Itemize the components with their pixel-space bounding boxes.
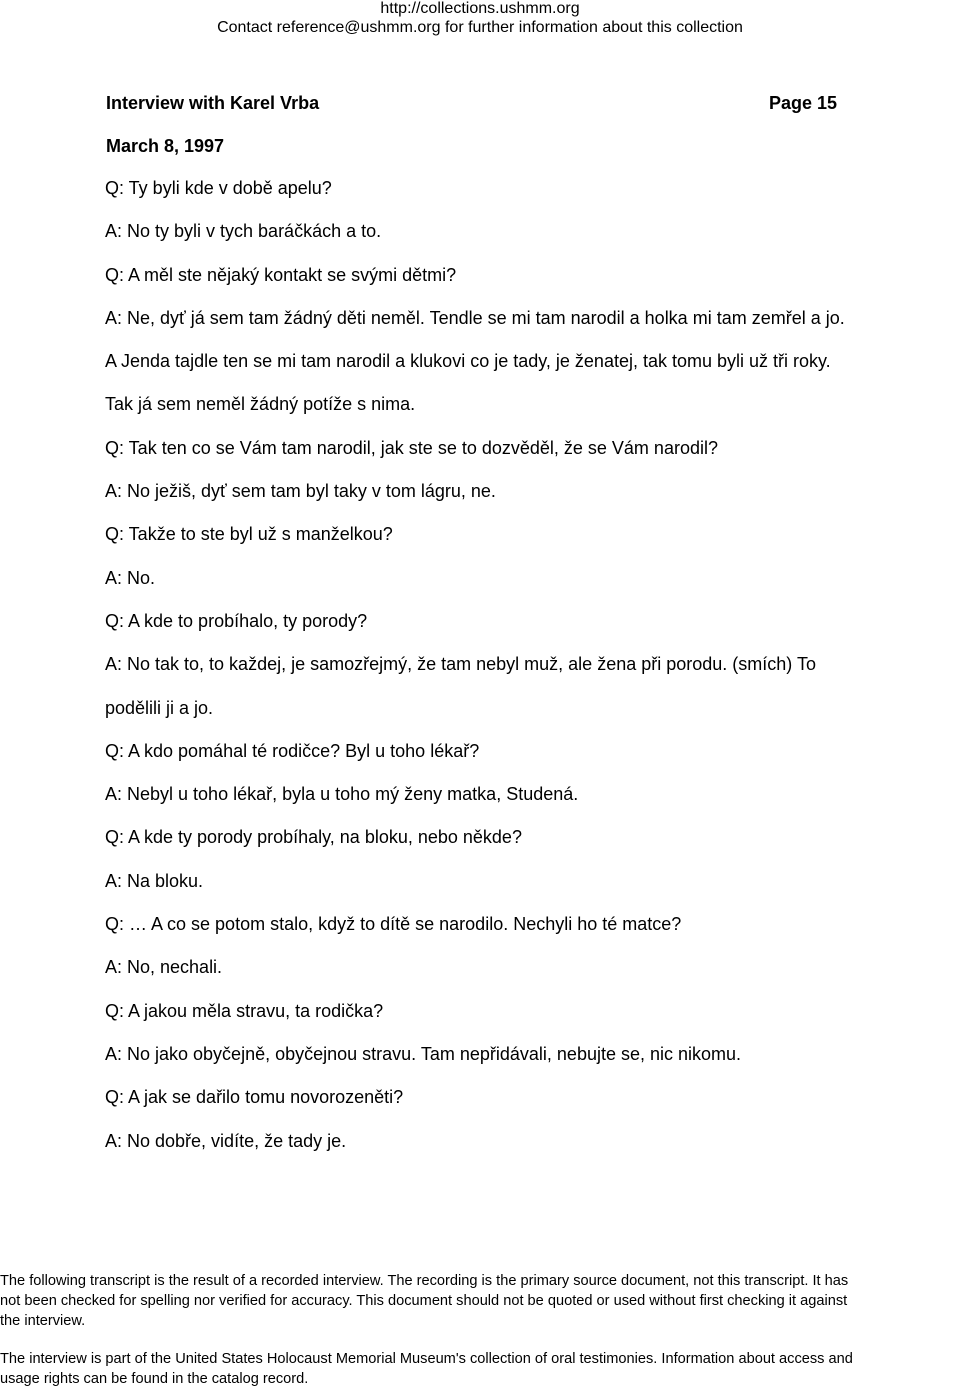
- transcript-line: A: No dobře, vidíte, že tady je.: [105, 1130, 347, 1151]
- transcript-line: Q: … A co se potom stalo, když to dítě se narodilo. Nechyli ho té matce?: [105, 914, 682, 935]
- transcript-line: Q: Tak ten co se Vám tam narodil, jak ste se to dozvěděl, že se Vám narodil?: [105, 437, 718, 458]
- transcript-line: A: No, nechali.: [105, 957, 223, 978]
- transcript-line: A: Na bloku.: [105, 870, 204, 891]
- transcript-line: Q: Ty byli kde v době apelu?: [105, 178, 332, 198]
- transcript-line: Q: Takže to ste byl už s manželkou?: [105, 524, 393, 545]
- transcript-line: A: No ty byli v tych baráčkách a to.: [105, 221, 382, 242]
- transcript-line: Q: A měl ste nějaký kontakt se svými dětmi?: [105, 264, 457, 285]
- transcript-line: Q: A kde ty porody probíhaly, na bloku, nebo někde?: [105, 827, 522, 848]
- collection-note-line: usage rights can be found in the catalog record.: [0, 1371, 309, 1387]
- transcript-line: A: Ne, dyť já sem tam žádný děti neměl. Tendle se mi tam narodil a holka mi tam zemřel a jo.: [105, 307, 845, 328]
- interview-date: March 8, 1997: [106, 136, 225, 156]
- transcript-line: Q: A kde to probíhalo, ty porody?: [105, 610, 368, 631]
- transcript-body: [105, 177, 885, 1173]
- transcript-line: podělili ji a jo.: [105, 697, 214, 718]
- disclaimer-line: not been checked for spelling nor verified for accuracy. This document should not be quoted or used without first checking it against: [0, 1293, 848, 1309]
- transcript-line: A Jenda tajdle ten se mi tam narodil a klukovi co je tady, je ženatej, tak tomu byli už tři roky.: [105, 351, 831, 372]
- transcript-disclaimer: [0, 1271, 960, 1331]
- collection-url-link[interactable]: http://collections.ushmm.org: [380, 0, 580, 17]
- transcript-line: Q: A jakou měla stravu, ta rodička?: [105, 1000, 384, 1021]
- transcript-line: Tak já sem neměl žádný potíže s nima.: [105, 394, 416, 415]
- contact-note: Contact reference@ushmm.org for further information about this collection: [217, 19, 743, 36]
- transcript-line: A: No tak to, to každej, je samozřejmý, že tam nebyl muž, ale žena při porodu. (smích) To: [105, 654, 816, 675]
- disclaimer-line: The following transcript is the result of a recorded interview. The recording is the primary source document, not this transcript. It has: [0, 1273, 849, 1289]
- transcript-line: Q: A kdo pomáhal té rodičce? Byl u toho lékař?: [105, 740, 480, 761]
- transcript-line: A: Nebyl u toho lékař, byla u toho mý ženy matka, Studená.: [105, 784, 579, 805]
- transcript-line: A: No ježiš, dyť sem tam byl taky v tom lágru, ne.: [105, 481, 496, 502]
- collection-note-line: The interview is part of the United States Holocaust Memorial Museum's collection of oral testimonies. Information about access and: [0, 1351, 853, 1367]
- document-title: Interview with Karel Vrba: [106, 93, 320, 113]
- transcript-line: A: No.: [105, 567, 156, 588]
- collection-note: [0, 1349, 960, 1389]
- page-number: Page 15: [769, 93, 838, 113]
- transcript-line: A: No jako obyčejně, obyčejnou stravu. Tam nepřidávali, nebujte se, nic nikomu.: [105, 1043, 742, 1064]
- transcript-line: Q: A jak se dařilo tomu novorozeněti?: [105, 1087, 404, 1108]
- disclaimer-line: the interview.: [0, 1313, 86, 1329]
